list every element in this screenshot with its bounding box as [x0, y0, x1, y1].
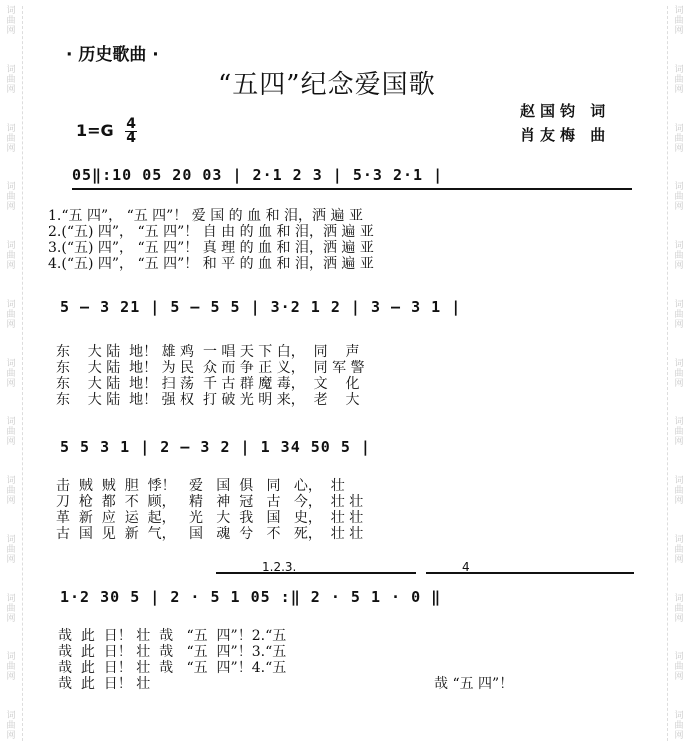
- verse-3-line-3: 革 新 应 运 起， 光 大 我 国 史， 壮 壮: [56, 510, 364, 526]
- watermark-text: 词 曲 网: [674, 476, 684, 506]
- watermark-text: 词 曲 网: [6, 299, 16, 330]
- system-4-notes: 1·2 30 5 | 2 · 5 1 05 :‖ 2 · 5 1 · 0 ‖: [60, 588, 442, 606]
- system-2-notes: 5 — 3 21 | 5 — 5 5 | 3·2 1 2 | 3 — 3 1 |: [60, 298, 462, 316]
- lyricist-credit: 赵国钧 词: [520, 102, 611, 120]
- watermark-text: 词 曲 网: [6, 6, 16, 36]
- time-signature: [125, 118, 137, 145]
- watermark-text: 词 曲 网: [6, 123, 16, 154]
- watermark-text: 词 曲 网: [6, 182, 16, 213]
- watermark-text: 词 曲 网: [674, 593, 684, 624]
- watermark-text: 词 曲 网: [674, 534, 684, 565]
- verse-4-line-4: 哉 此 日！ 壮: [58, 676, 151, 692]
- volta-2-label: 4: [462, 560, 470, 574]
- time-denominator: 4: [126, 130, 136, 146]
- watermark-text: 词 曲 网: [6, 241, 16, 271]
- song-title: “五四”纪念爱国歌: [218, 70, 436, 100]
- watermark-text: 词 曲 网: [6, 417, 16, 448]
- watermark-text: 词 曲 网: [6, 534, 16, 565]
- time-numerator: 4: [126, 116, 136, 132]
- watermark-text: 词 曲 网: [674, 241, 684, 271]
- volta-1-bracket: [216, 572, 416, 574]
- verse-1-line-1: 1.“五 四”， “五 四”！ 爱 国 的 血 和 泪，洒 遍 亚: [48, 208, 363, 224]
- system-1-notes: 05‖:10 05 20 03 | 2·1 2 3 | 5·3 2·1 |: [72, 166, 444, 184]
- watermark-text: 词 曲 网: [6, 652, 16, 683]
- watermark-text: 词 曲 网: [6, 358, 16, 389]
- watermark-strip-right: [667, 6, 690, 741]
- watermark-text: 词 曲 网: [674, 123, 684, 154]
- section-label: · 历史歌曲 ·: [66, 45, 159, 65]
- verse-3-line-2: 东 大 陆 地！ 扫 荡 千 古 群 魔 毒， 文 化: [56, 376, 360, 392]
- verse-4-line-2: 东 大 陆 地！ 强 权 打 破 光 明 来， 老 大: [56, 392, 360, 408]
- watermark-text: 词 曲 网: [674, 652, 684, 683]
- verse-1-line-2: 东 大 陆 地！ 雄 鸡 一 唱 天 下 白， 同 声: [56, 344, 360, 360]
- verse-3-line-4: 哉 此 日！ 壮 哉 “五 四”！4.“五: [58, 660, 287, 676]
- system-2-lyrics: [56, 344, 365, 408]
- watermark-text: 词 曲 网: [674, 711, 684, 741]
- verse-4-line-1: 4.(“五) 四”， “五 四”！ 和 平 的 血 和 泪，洒 遍 亚: [48, 256, 374, 272]
- watermark-text: 词 曲 网: [674, 358, 684, 389]
- watermark-text: 词 曲 网: [6, 64, 16, 95]
- watermark-text: 词 曲 网: [674, 417, 684, 448]
- verse-1-line-4: 哉 此 日！ 壮 哉 “五 四”！2.“五: [58, 628, 287, 644]
- volta-2-bracket: [426, 572, 634, 574]
- system-3-notes: 5 5 3 1 | 2 — 3 2 | 1 34 50 5 |: [60, 438, 371, 456]
- watermark-text: 词 曲 网: [674, 64, 684, 95]
- verse-2-line-3: 刀 枪 都 不 顾， 精 神 冠 古 今， 壮 壮: [56, 494, 364, 510]
- final-ending-lyric: 哉 “五 四”！: [434, 676, 514, 692]
- verse-1-line-3: 击 贼 贼 胆 悸！ 爱 国 俱 同 心， 壮: [56, 478, 345, 494]
- volta-1-label: 1.2.3.: [262, 560, 297, 574]
- system-1-staff-line: [72, 188, 632, 190]
- verse-3-line-1: 3.(“五) 四”， “五 四”！ 真 理 的 血 和 泪，洒 遍 亚: [48, 240, 374, 256]
- watermark-strip-left: [0, 6, 23, 741]
- key-text: 1=G: [76, 121, 114, 140]
- system-1-lyrics: [48, 208, 374, 272]
- watermark-text: 词 曲 网: [674, 6, 684, 36]
- verse-4-line-3: 古 国 见 新 气， 国 魂 兮 不 死， 壮 壮: [56, 526, 364, 542]
- watermark-text: 词 曲 网: [674, 299, 684, 330]
- system-3-lyrics: [56, 478, 363, 542]
- verse-2-line-2: 东 大 陆 地！ 为 民 众 而 争 正 义， 同 军 警: [56, 360, 365, 376]
- watermark-text: 词 曲 网: [6, 476, 16, 506]
- composer-credit: 肖友梅 曲: [520, 126, 611, 144]
- verse-2-line-4: 哉 此 日！ 壮 哉 “五 四”！3.“五: [58, 644, 287, 660]
- watermark-text: 词 曲 网: [6, 593, 16, 624]
- watermark-text: 词 曲 网: [674, 182, 684, 213]
- verse-2-line-1: 2.(“五) 四”， “五 四”！ 自 由 的 血 和 泪，洒 遍 亚: [48, 224, 374, 240]
- key-signature: [76, 118, 137, 145]
- system-4-lyrics: [58, 628, 286, 692]
- watermark-text: 词 曲 网: [6, 711, 16, 741]
